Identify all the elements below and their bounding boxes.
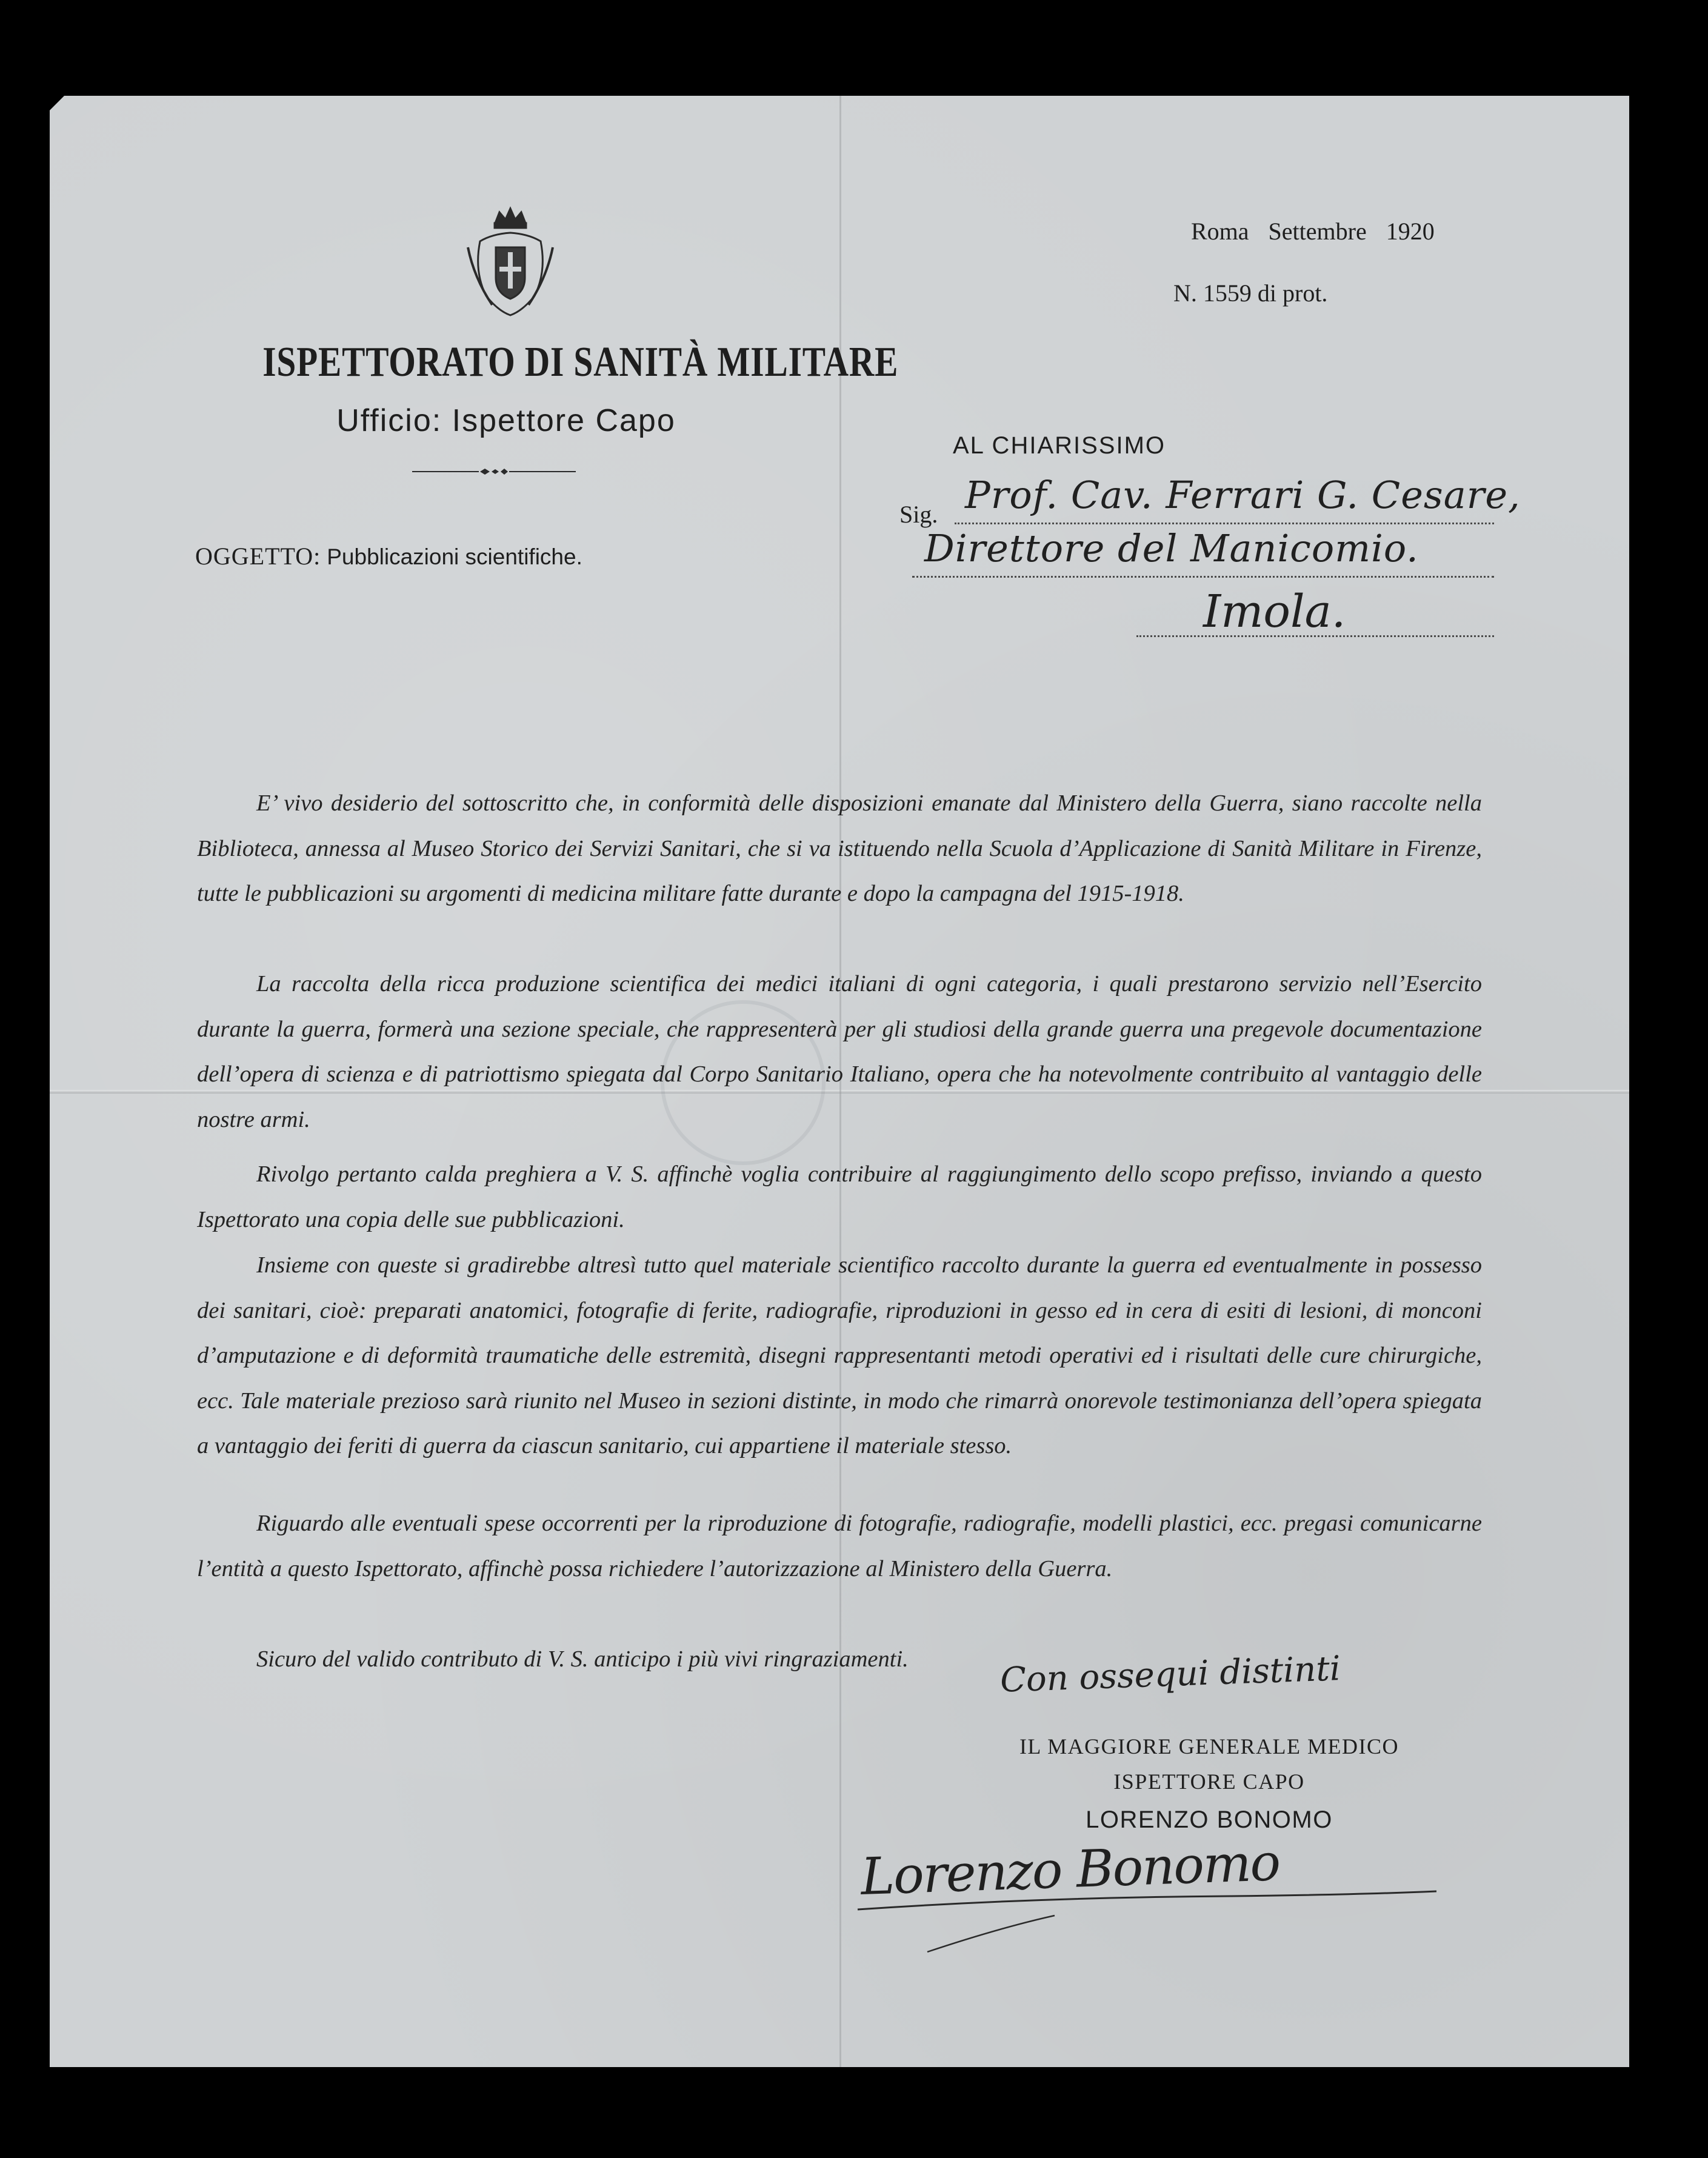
signature-flourish-icon [855,1885,1449,1958]
handwritten-closing: Con ossequi distinti [999,1649,1341,1700]
body-paragraph-6: Sicuro del valido contributo di V. S. anticipo i più vivi ringraziamenti. [256,1646,909,1672]
signatory-role: ISPETTORE CAPO [1113,1769,1305,1794]
protocol-number: N. 1559 di prot. [1173,279,1328,307]
subject-label: OGGETTO: [195,543,321,570]
royal-crest-icon [462,205,559,320]
salutation: AL CHIARISSIMO [953,432,1166,459]
body-paragraph-3: Rivolgo pertanto calda preghiera a V. S. affinchè voglia contribuire al raggiungimento dello scopo prefisso, inviando a questo Ispettorato una copia delle sue pubblicazioni. [197,1161,1482,1232]
ornamental-rule-icon [412,467,576,476]
subject-line [195,542,582,570]
body-paragraph-1: E’ vivo desiderio del sottoscritto che, in conformità delle disposizioni emanate dal Ministero della Guerra, siano raccolte nella Biblioteca, annessa al Museo Storico dei Servizi Sanitari, che si va istituendo nella Scuola d’Applicazione di Sanità Militare in Firenze, tutte le pubblicazioni su argomenti di medicina militare fatte durante e dopo la campagna del 1915-1918. [197,790,1482,906]
address-dotted-line-1 [955,523,1494,524]
signatory-rank: IL MAGGIORE GENERALE MEDICO [1019,1734,1399,1759]
recipient-name: Prof. Cav. Ferrari G. Cesare, [965,473,1521,517]
body-paragraph-2: La raccolta della ricca produzione scientifica dei medici italiani di ogni categoria, i quali prestarono servizio nell’Esercito durante la guerra, formerà una sezione speciale, che rappresenterà per gli studiosi della grande guerra una pregevole documentazione dell’opera di scienza e di patriottismo spiegata dal Corpo Sanitario Italiano, opera che ha notevolmente contribuito al vantaggio delle nostre armi. [197,971,1482,1132]
recipient-prefix: Sig. [899,501,938,528]
body-paragraph-5: Riguardo alle eventuali spese occorrenti per la riproduzione di fotografie, radiografie, modelli plastici, ecc. pregasi comunicarne l’entità a questo Ispettorato, affinchè possa richiedere l’autorizzazione al Ministero della Guerra. [197,1511,1482,1582]
signatory-name: LORENZO BONOMO [1086,1806,1333,1833]
recipient-title: Direttore del Manicomio. [924,526,1419,570]
office-title: ISPETTORATO DI SANITÀ MILITARE [262,339,899,386]
place-date: Roma Settembre 1920 [1191,218,1435,245]
handwritten-signature: Lorenzo Bonomo [859,1832,1281,1907]
subject-value: Pubblicazioni scientifiche. [327,544,582,569]
office-subtitle: Ufficio: Ispettore Capo [336,403,676,438]
address-dotted-line-2 [912,576,1494,578]
recipient-city: Imola. [1203,586,1346,638]
body-paragraph-4: Insieme con queste si gradirebbe altresì tutto quel materiale scientifico raccolto durante la guerra ed eventualmente in possesso dei sanitari, cioè: preparati anatomici, fotografie di ferite, radiografie, riproduzioni in gesso ed in cera di esiti di lesioni, di monconi d’amputazione e di deformità traumatiche delle estremità, disegni rappresentanti metodi operativi ed i risultati delle cure chirurgiche, ecc. Tale materiale prezioso sarà riunito nel Museo in sezioni distinte, in modo che rimarrà onorevole testimonianza dell’opera spiegata a vantaggio dei feriti di guerra da ciascun sanitario, cui appartiene il materiale stesso. [197,1252,1482,1458]
